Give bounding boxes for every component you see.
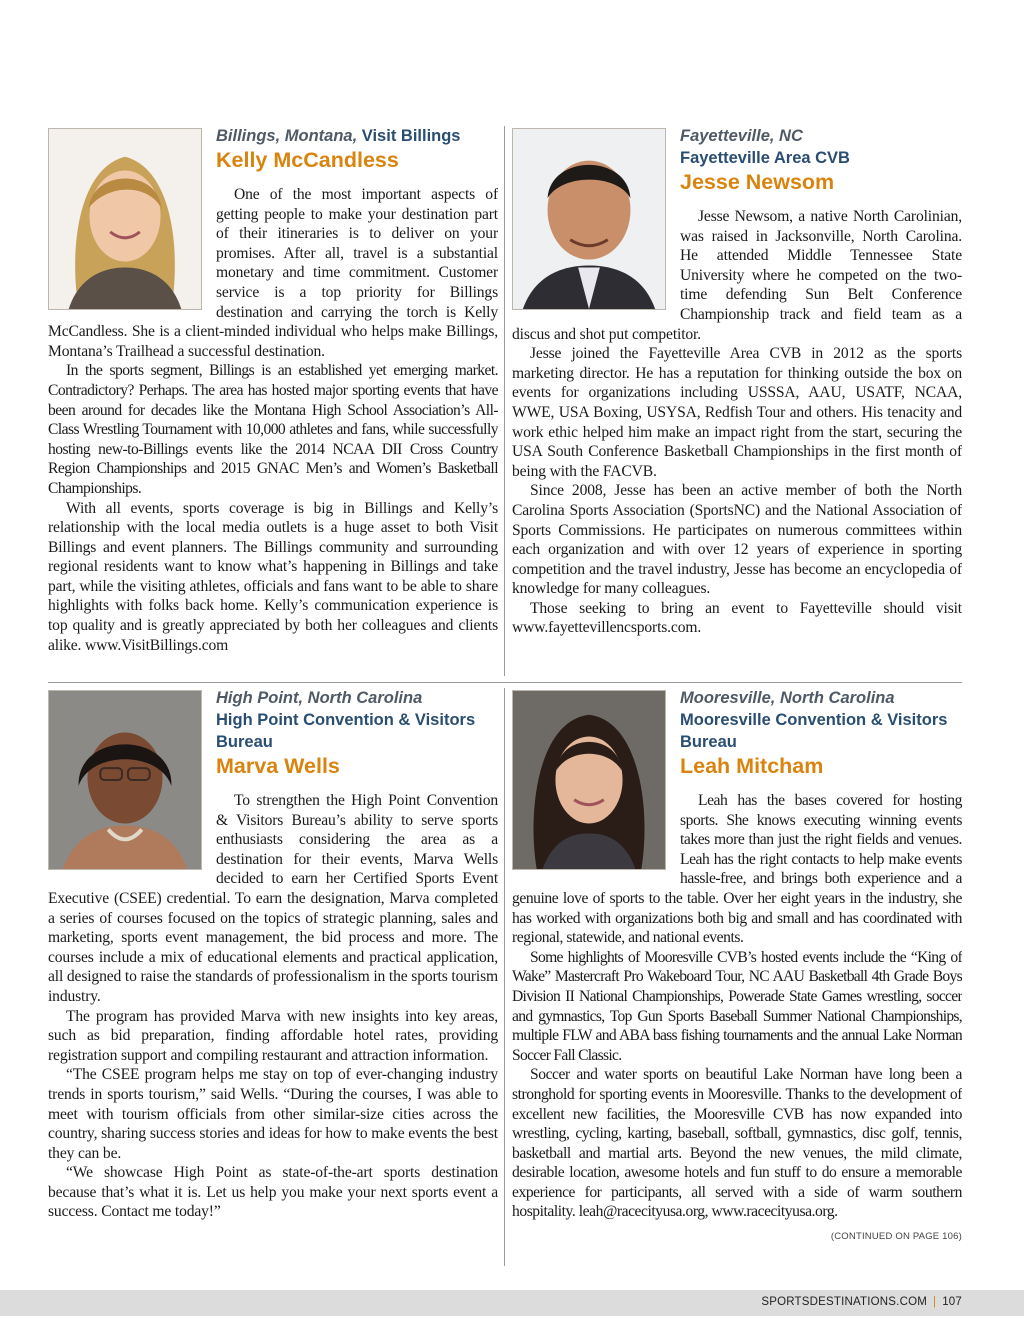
- profile-paragraph: One of the most important aspects of getting people to make your destination part of their itineraries is to deliver on your promises. After all, travel is a substantial monetary and time commitment. Customer service is a top priority for Billings destination and carrying the torch is Kelly McCandless. She is a client-minded individual who helps make Billings, Montana’s Trailhead a successful destination.: [48, 186, 498, 360]
- profile-kelly-mccandless: [48, 126, 498, 679]
- profile-name: Kelly McCandless: [216, 148, 399, 172]
- profile-location: Fayetteville, NC: [680, 127, 803, 145]
- profile-location: Mooresville, North Carolina: [680, 689, 895, 707]
- profile-paragraph: Since 2008, Jesse has been an active member of both the North Carolina Sports Association (SportsNC) and the National Association of Sports Commissions. He participates on numerous committees within each organization and with over 12 years of experience in sporting competition and the travel industry, Jesse has become an encyclopedia of knowledge for many colleagues.: [512, 482, 962, 598]
- column-divider: [504, 688, 505, 1266]
- profile-paragraph: Jesse Newsom, a native North Carolinian, was raised in Jacksonville, North Carolina. He attended Middle Tennessee State University where he competed on the two-time defending Sun Belt Conference Championship track and field team as a discus and shot put competitor.: [512, 208, 962, 343]
- profile-paragraph: Some highlights of Mooresville CVB’s hosted events include the “King of Wake” Mastercraft Pro Wakeboard Tour, NC AAU Basketball 4th Grade Boys Division II National Championships, Powerade State Games wrestling, soccer and gymnastics, Top Gun Sports Baseball Summer National Championships, multiple FLW and ABA bass fishing tournaments and the annual Lake Norman Soccer Fall Classic.: [512, 948, 962, 1064]
- profile-name: Marva Wells: [216, 754, 340, 778]
- profile-marva-wells: [48, 688, 498, 1268]
- profile-paragraph-text: Soccer and water sports on beautiful Lake Norman have long been a stronghold for sporting events in Mooresville. Thanks to the development of excellent new facilities, the Mooresville CVB has now expanded into wrestling, cycling, karting, baseball, softball, gymnastics, disc golf, tennis, basketball and martial arts. Beyond the new venues, the mild climate, desirable location, awesome hotels and fun stuff to do ensure a memorable experience for participants, all served with a side of warm southern hospitality. leah@racecityusa.org, www.racecityusa.org.: [512, 1066, 962, 1221]
- page-footer: [0, 1290, 1024, 1316]
- profile-organization: Visit Billings: [361, 127, 461, 145]
- page-number: 107: [942, 1296, 962, 1308]
- portrait-leah-mitcham-icon: [512, 690, 666, 870]
- profile-leah-mitcham: [512, 688, 962, 1268]
- profile-paragraph: The program has provided Marva with new insights into key areas, such as bid preparation, finding affordable hotel rates, providing registration support and compiling restaurant and attraction information.: [48, 1007, 498, 1064]
- column-divider: [504, 126, 505, 676]
- profile-paragraph: In the sports segment, Billings is an established yet emerging market. Contradictory? Perhaps. The area has hosted major sporting events that have been around for decades like the Montana High School Association’s All-Class Wrestling Tournament with 10,000 athletes and fans, while successfully hosting new-to-Billings events like the 2014 NCAA DII Cross Country Region Championships and 2015 GNAC Men’s and Women’s Basketball Championships.: [48, 362, 498, 497]
- profile-organization: Fayetteville Area CVB: [680, 149, 850, 167]
- profile-paragraph: To strengthen the High Point Convention & Visitors Bureau’s ability to serve sports enthusiasts considering the area as a destination for their events, Marva Wells decided to earn her Certified Sports Event Executive (CSEE) credential. To earn the designation, Marva completed a series of courses focused on the topics of strategic planning, sales and marketing, sports event management, the bid process and more. The courses include a mix of educational elements and practical application, all designed to raise the standards of professionalism in the sports tourism industry.: [48, 792, 498, 1005]
- footer-separator: |: [933, 1296, 937, 1308]
- profile-organization: Mooresville Convention & Visitors Bureau: [680, 711, 948, 751]
- profile-paragraph: With all events, sports coverage is big in Billings and Kelly’s relationship with the local media outlets is a huge asset to both Visit Billings and event planners. The Billings community and surrounding regional residents want to know what’s happening in Billings and take part, while the visiting athletes, officials and fans want to be able to share highlights with folks back home. Kelly’s communication experience is top quality and is greatly appreciated by both her colleagues and clients alike. www.VisitBillings.com: [48, 499, 498, 654]
- profile-paragraph: Those seeking to bring an event to Fayetteville should visit www.fayettevillencsports.com.: [512, 599, 962, 637]
- profile-location: High Point, North Carolina: [216, 689, 423, 707]
- portrait-kelly-mccandless-icon: [48, 128, 202, 310]
- profile-organization: High Point Convention & Visitors Bureau: [216, 711, 476, 751]
- profile-paragraph: Jesse joined the Fayetteville Area CVB in 2012 as the sports marketing director. He has a reputation for thinking outside the box on events for organizations including USSSA, AAU, USATF, NCAA, WWE, USA Boxing, USYSA, Redfish Tour and others. His tenacity and work ethic helped him make an impact right from the start, securing the USA South Conference Basketball Championships in the first month of being with the FACVB.: [512, 345, 962, 480]
- profile-location: Billings, Montana,: [216, 127, 358, 145]
- row-divider: [48, 682, 962, 683]
- portrait-jesse-newsom-icon: [512, 128, 666, 310]
- profile-paragraph: [512, 1065, 962, 1243]
- portrait-marva-wells-icon: [48, 690, 202, 870]
- profile-paragraph: “We showcase High Point as state-of-the-art sports destination because that’s what it is. Let us help you make your next sports event a success. Contact me today!”: [48, 1164, 498, 1221]
- continued-note: (CONTINUED ON PAGE 106): [830, 1231, 962, 1243]
- profile-paragraph: “The CSEE program helps me stay on top of ever-changing industry trends in sports tourism,” said Wells. “During the courses, I was able to meet with tourism officials from other similar-size cities across the country, sharing success stories and ideas for how to make events the best they can be.: [48, 1066, 498, 1162]
- profile-name: Jesse Newsom: [680, 170, 835, 194]
- profile-paragraph: Leah has the bases covered for hosting sports. She knows executing winning events takes more than just the right fields and venues. Leah has the right contacts to help make events hassle-free, and brings both experience and a genuine love of sports to the table. Over her eight years in the industry, she has worked with organizations both big and small and has coordinated with regional, statewide, and national events.: [512, 792, 962, 947]
- profile-name: Leah Mitcham: [680, 754, 824, 778]
- footer-site: SPORTSDESTINATIONS.COM: [761, 1296, 928, 1308]
- profile-jesse-newsom: [512, 126, 962, 679]
